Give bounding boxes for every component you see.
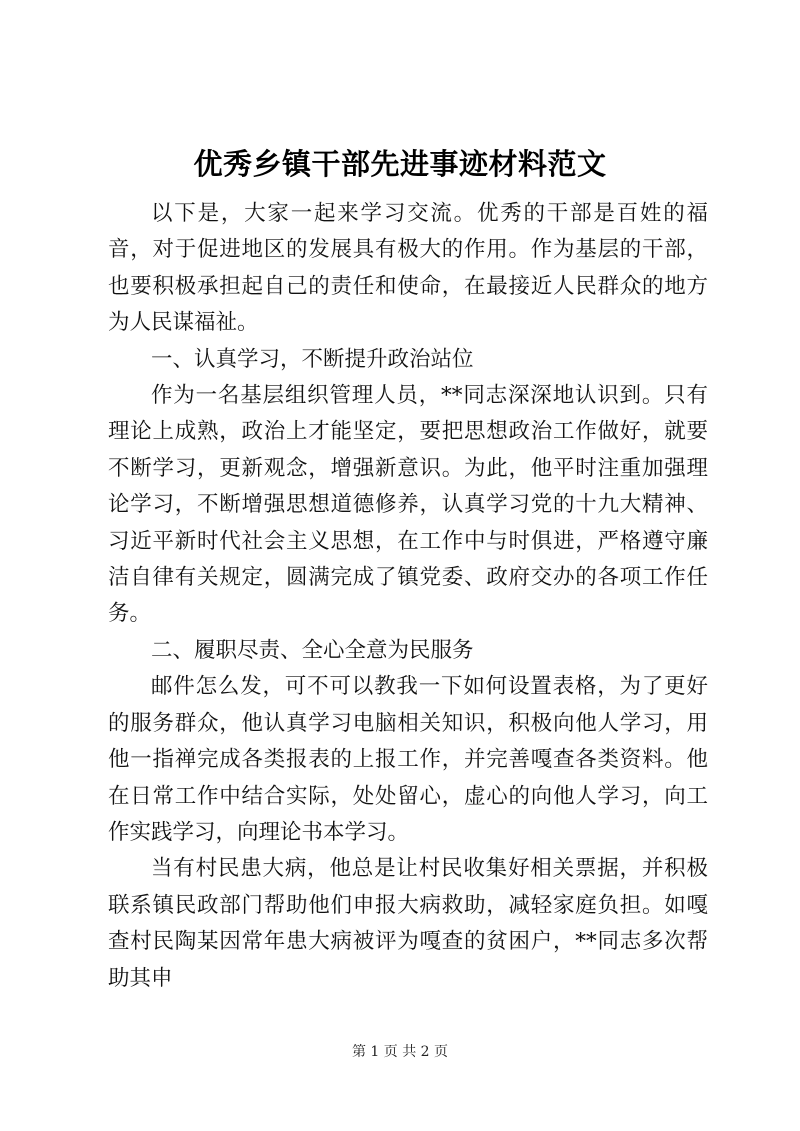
section-heading-2: 二、履职尽责、全心全意为民服务	[151, 637, 474, 663]
document-title: 优秀乡镇干部先进事迹材料范文	[193, 147, 607, 181]
section-heading-1: 一、认真学习，不断提升政治站位	[151, 346, 474, 372]
section-2-paragraph-2: 当有村民患大病，他总是让村民收集好相关票据，并积极联系镇民政部门帮助他们申报大病救助，减轻家庭负担。如嘎查村民陶某因常年患大病被评为嘎查的贫困户，**同志多次帮助其申	[108, 856, 708, 991]
page-footer: 第 1 页 共 2 页	[351, 1044, 449, 1060]
intro-paragraph: 以下是，大家一起来学习交流。优秀的干部是百姓的福音，对于促进地区的发展具有极大的作用。作为基层的干部，也要积极承担起自己的责任和使命，在最接近人民群众的地方为人民谋福祉。	[108, 201, 708, 336]
section-1-paragraph: 作为一名基层组织管理人员，**同志深深地认识到。只有理论上成熟，政治上才能坚定，要把思想政治工作做好，就要不断学习，更新观念，增强新意识。为此，他平时注重加强理论学习，不断增强思想道德修养，认真学习党的十九大精神、习近平新时代社会主义思想，在工作中与时俱进，严格遵守廉洁自律有关规定，圆满完成了镇党委、政府交办的各项工作任务。	[108, 383, 708, 627]
document-body	[108, 196, 708, 997]
section-2-paragraph-1: 邮件怎么发，可不可以教我一下如何设置表格，为了更好的服务群众，他认真学习电脑相关知识，积极向他人学习，用他一指禅完成各类报表的上报工作，并完善嘎查各类资料。他在日常工作中结合实际，处处留心，虚心的向他人学习，向工作实践学习，向理论书本学习。	[108, 674, 708, 845]
